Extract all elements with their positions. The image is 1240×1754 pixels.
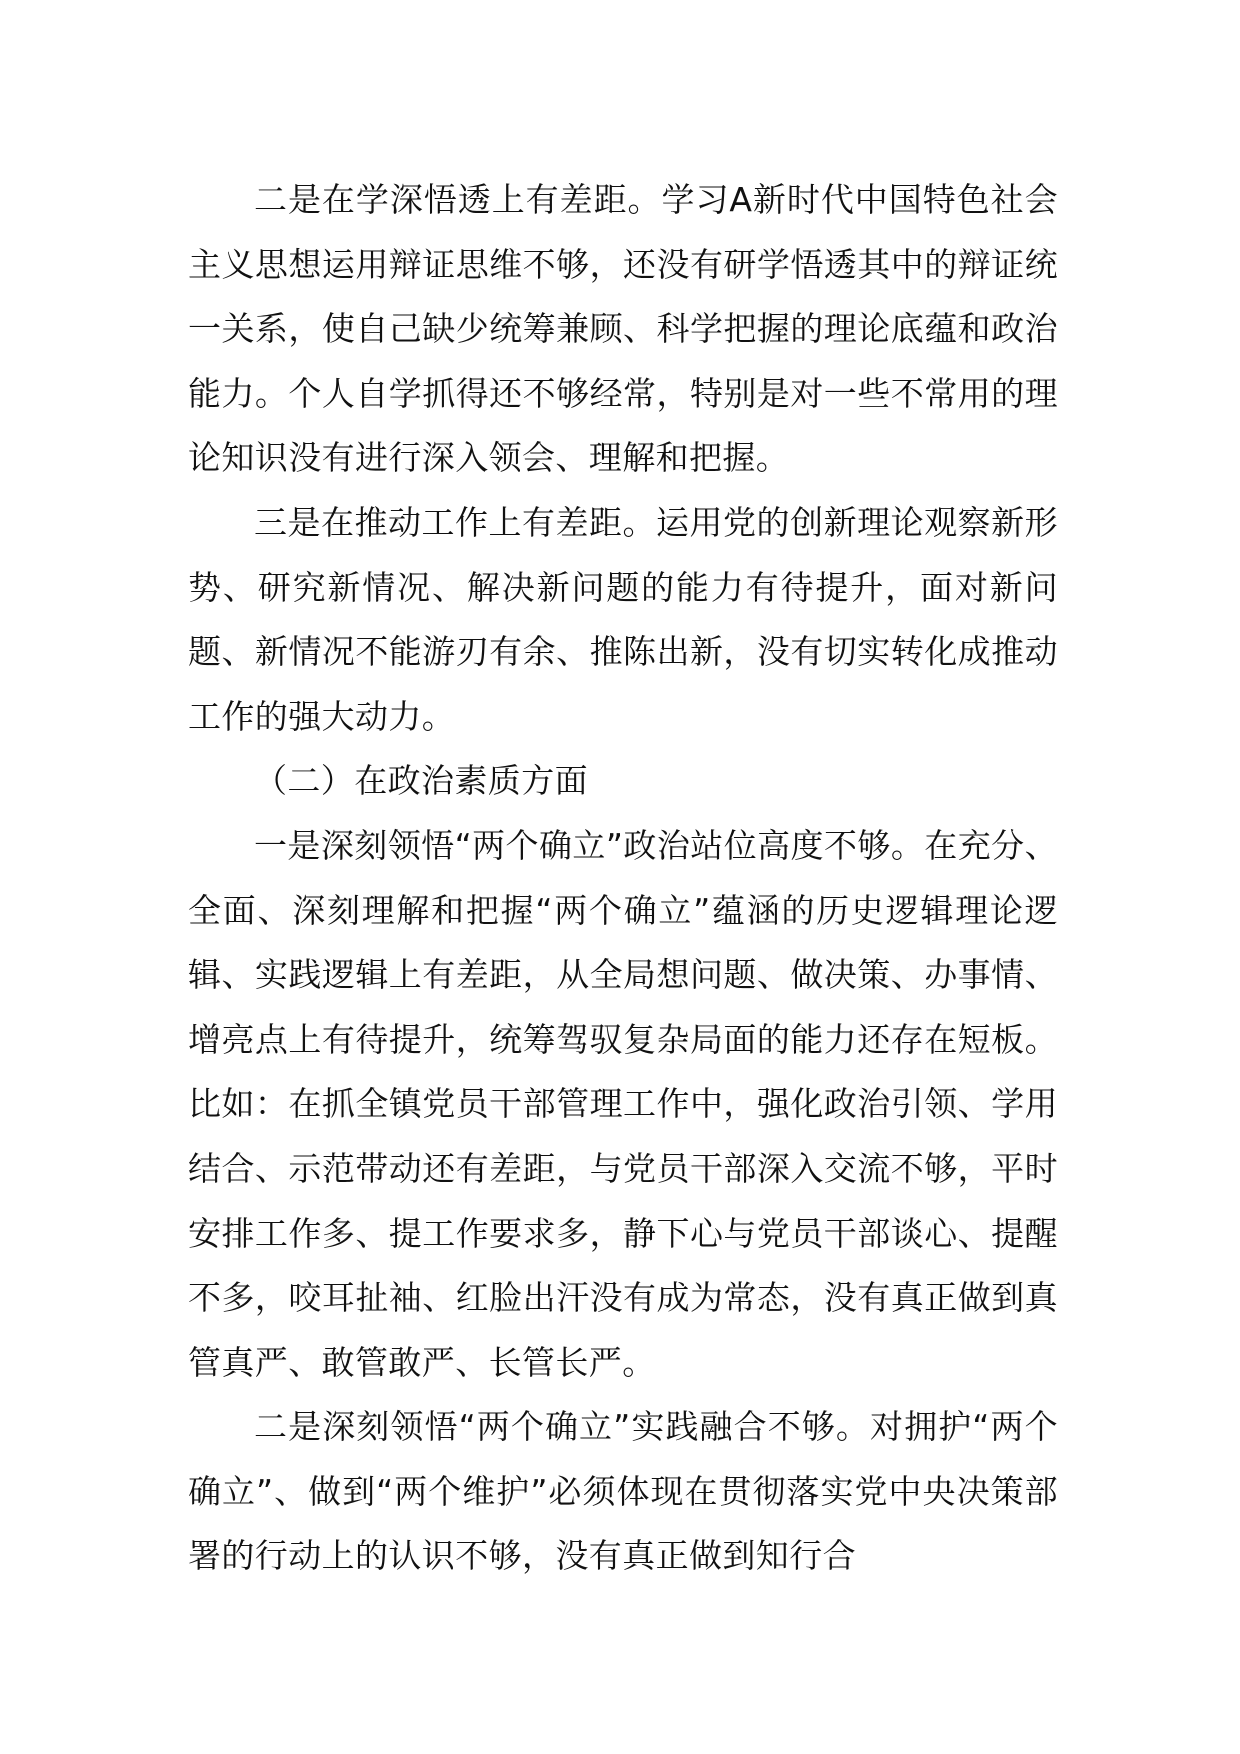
paragraph-study-gap: 二是在学深悟透上有差距。学习A新时代中国特色社会主义思想运用辩证思维不够，还没有研学悟透其中的辩证统一关系，使自己缺少统筹兼顾、科学把握的理论底蕴和政治能力。个人自学抓得还不够经常，特别是对一些不常用的理论知识没有进行深入领会、理解和把握。 [188,180,1058,478]
paragraph-practice-integration: 二是深刻领悟“两个确立”实践融合不够。对拥护“两个确立”、做到“两个维护”必须体现在贯彻落实党中央决策部署的行动上的认识不够，没有真正做到知行合 [188,1407,1058,1576]
section-heading-political-quality: （二）在政治素质方面 [254,761,588,801]
paragraph-work-gap: 三是在推动工作上有差距。运用党的创新理论观察新形势、研究新情况、解决新问题的能力有待提升，面对新问题、新情况不能游刃有余、推陈出新，没有切实转化成推动工作的强大动力。 [188,502,1058,736]
body-text [188,168,1058,1589]
paragraph-political-stance: 一是深刻领悟“两个确立”政治站位高度不够。在充分、全面、深刻理解和把握“两个确立”蕴涵的历史逻辑理论逻辑、实践逻辑上有差距，从全局想问题、做决策、办事情、增亮点上有待提升，统筹驾驭复杂局面的能力还存在短板。比如：在抓全镇党员干部管理工作中，强化政治引领、学用结合、示范带动还有差距，与党员干部深入交流不够，平时安排工作多、提工作要求多，静下心与党员干部谈心、提醒不多，咬耳扯袖、红脸出汗没有成为常态，没有真正做到真管真严、敢管敢严、长管长严。 [188,825,1058,1382]
